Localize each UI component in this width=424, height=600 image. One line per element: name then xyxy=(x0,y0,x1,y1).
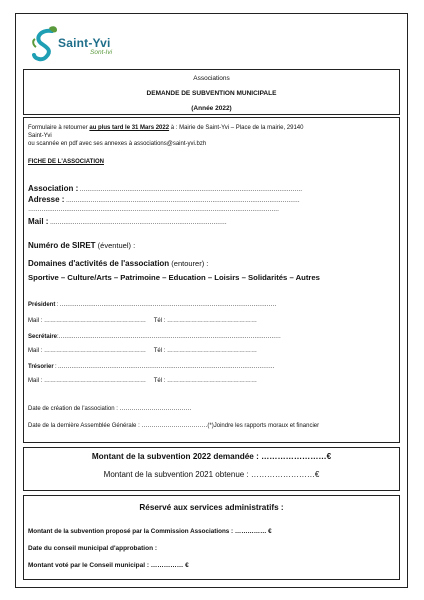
tresorier-tel: Tél : ……………………………………… xyxy=(153,378,258,384)
voted-amount-dots: …………… € xyxy=(149,562,189,569)
secretaire-line[interactable] xyxy=(28,334,281,340)
president-mail: Mail : …………………………………………… xyxy=(28,318,147,324)
adresse-field[interactable] xyxy=(28,195,300,204)
header-title: DEMANDE DE SUBVENTION MUNICIPALE xyxy=(146,90,277,97)
president-tel: Tél : ……………………………………… xyxy=(153,318,258,324)
association-field[interactable] xyxy=(28,184,302,193)
president-dots: : …………………………………………………………………………………………………… xyxy=(55,302,277,308)
siret-label: Numéro de SIRET xyxy=(28,241,96,250)
title-box xyxy=(23,69,400,115)
tresorier-line[interactable] xyxy=(28,364,274,370)
amount-obtained[interactable]: Montant de la subvention 2021 obtenue : ……………………€ xyxy=(103,470,320,479)
mail-label: Mail : xyxy=(28,217,49,226)
domaines-field xyxy=(28,253,208,271)
intro-email-line: ou scannée en pdf avec ses annexes à associations@saint-yvi.bzh xyxy=(28,141,207,147)
association-dots: ……………………………………………………………………………………………………… xyxy=(78,187,302,193)
amount-requested[interactable]: Montant de la subvention 2022 demandée : ……………………€ xyxy=(91,452,332,461)
siret-field[interactable] xyxy=(28,235,135,253)
secretaire-label: Secrétaire xyxy=(28,334,58,340)
proposed-amount-dots: : …………… € xyxy=(229,528,272,535)
adresse-extra-line[interactable]: …………………………………………………………………………………………………………………… xyxy=(28,207,279,213)
intro-address: à : Mairie de Saint-Yvi – Place de la mairie, 29140 xyxy=(169,125,304,131)
president-label: Président xyxy=(28,302,56,308)
voted-amount-label: Montant voté par le Conseil municipal : xyxy=(28,562,149,569)
secretaire-tel: Tél : ……………………………………… xyxy=(153,348,258,354)
association-label: Association : xyxy=(28,184,79,193)
mail-dots: ………………………………………………………………………………… xyxy=(48,220,227,226)
domaines-suffix: (entourer) : xyxy=(169,259,209,268)
logo-subtitle: Sont-Ivi xyxy=(90,49,113,56)
mail-field[interactable] xyxy=(28,217,227,226)
section-title: FICHE DE L'ASSOCIATION xyxy=(28,159,104,165)
activity-categories[interactable]: Sportive – Culture/Arts – Patrimoine – Education – Loisirs – Solidarités – Autres xyxy=(28,273,320,282)
tresorier-dots: : …………………………………………………………………………………………………… xyxy=(53,364,275,370)
voted-amount-line[interactable] xyxy=(28,562,189,569)
tresorier-mail: Mail : …………………………………………… xyxy=(28,378,147,384)
assemblee-date-field[interactable]: Date de la dernière Assemblée Générale : ……………………………(*)Joindre les rapports moraux et financier xyxy=(28,423,320,429)
intro-deadline: au plus tard le 31 Mars 2022 xyxy=(89,125,170,131)
intro-text xyxy=(28,124,398,148)
proposed-amount-label: Montant de la subvention proposé par la Commission Associations xyxy=(28,528,230,535)
logo-name: Saint-Yvi xyxy=(58,36,111,50)
secretaire-contact-line[interactable] xyxy=(28,348,257,354)
secretaire-mail: Mail : …………………………………………… xyxy=(28,348,147,354)
intro-prefix: Formulaire à retourner xyxy=(28,125,90,131)
council-date-line[interactable]: Date du conseil municipal d'approbation : xyxy=(28,545,158,552)
reserved-title: Réservé aux services administratifs : xyxy=(139,503,284,512)
siret-suffix: (éventuel) : xyxy=(95,241,136,250)
adresse-label: Adresse : xyxy=(28,195,65,204)
president-contact-line[interactable] xyxy=(28,318,257,324)
domaines-label: Domaines d'activités de l'association xyxy=(28,259,170,268)
intro-city: Saint-Yvi xyxy=(28,133,52,139)
creation-date-field[interactable]: Date de création de l'association : ……………………………… xyxy=(28,406,192,412)
president-line[interactable] xyxy=(28,302,276,308)
header-year: (Année 2022) xyxy=(191,105,232,112)
tresorier-contact-line[interactable] xyxy=(28,378,257,384)
tresorier-label: Trésorier xyxy=(28,364,54,370)
secretaire-dots: :……………………………………………………………………………………………………… xyxy=(57,334,281,340)
header-category: Associations xyxy=(193,75,230,82)
adresse-dots: …………………………………………………………………………………………………………… xyxy=(64,198,300,204)
proposed-amount-line[interactable] xyxy=(28,528,272,535)
